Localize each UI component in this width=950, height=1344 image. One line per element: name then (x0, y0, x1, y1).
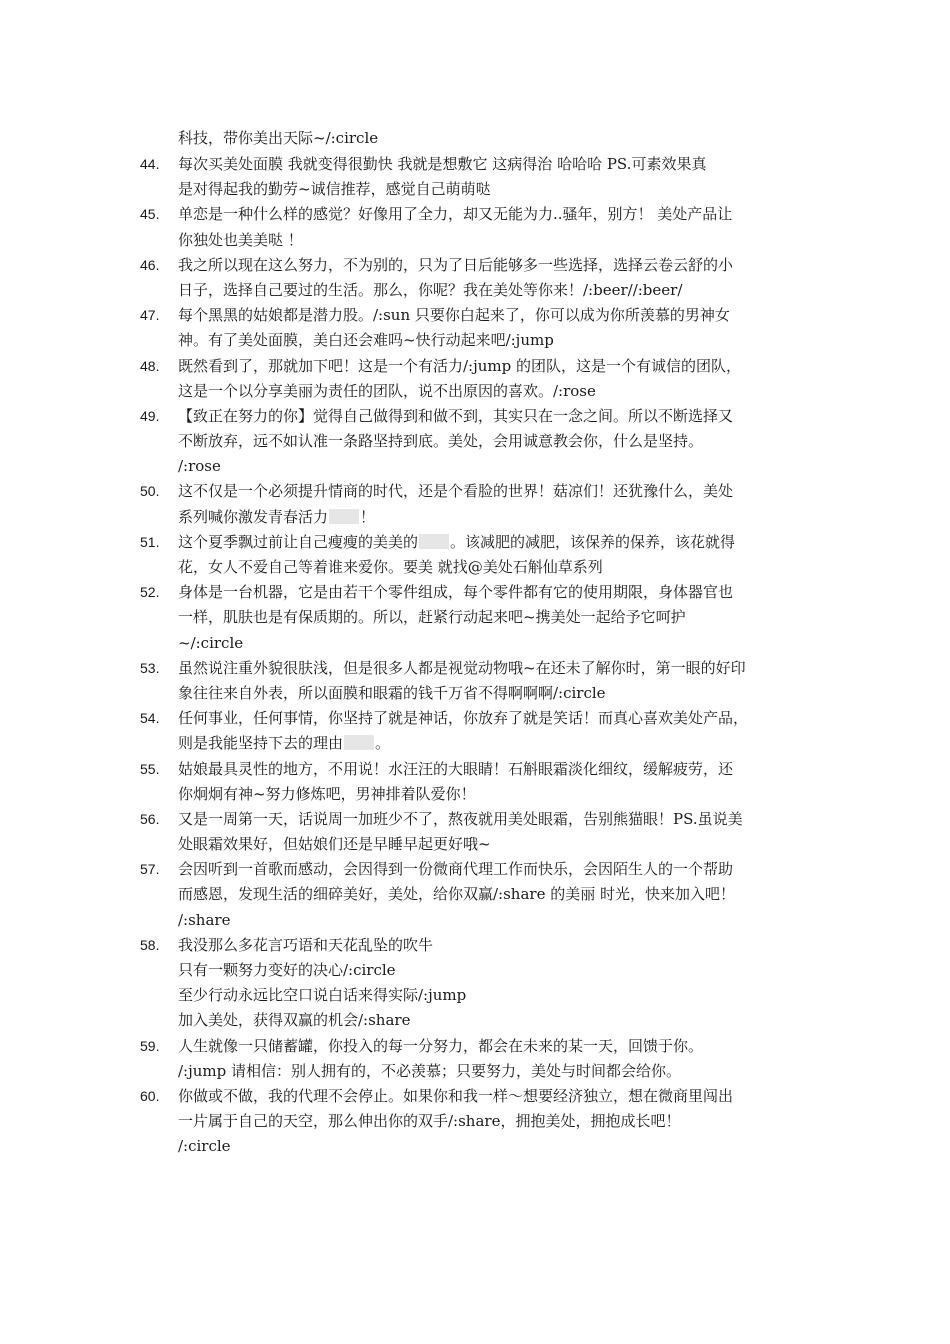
item-text-line: 一片属于自己的天空，那么伸出你的双手/:share，拥抱美处，拥抱成长吧！ (178, 1112, 681, 1131)
list-item (0, 1034, 950, 1084)
item-number: 60. (140, 1087, 160, 1104)
item-text-line: 身体是一台机器，它是由若干个零件组成，每个零件都有它的使用期限，身体器官也 (178, 583, 734, 602)
item-number: 47. (140, 307, 160, 324)
item-text-line: 是对得起我的勤劳~诚信推荐，感觉自己萌萌哒 (178, 180, 491, 199)
list-item (0, 807, 950, 857)
item-number: 48. (140, 357, 160, 374)
numbered-list (0, 152, 950, 1160)
list-item (0, 202, 950, 252)
item-text-line: /:circle (178, 1137, 231, 1156)
item-text-line: 日子，选择自己要过的生活。那么，你呢？我在美处等你来！/:beer//:beer/ (178, 280, 683, 299)
item-text-line: 神。有了美处面膜，美白还会难吗~快行动起来吧/:jump (178, 331, 554, 350)
item-text-line: 处眼霜效果好，但姑娘们还是早睡早起更好哦~ (178, 835, 491, 854)
list-item (0, 933, 950, 1034)
item-text-line: 又是一周第一天，话说周一加班少不了，熬夜就用美处眼霜，告别熊猫眼！PS.虽说美 (178, 809, 743, 828)
item-text-line: 这不仅是一个必须提升情商的时代，还是个看脸的世界！菇凉们！还犹豫什么，美处 (178, 482, 734, 501)
list-item (0, 580, 950, 656)
item-text-line: 既然看到了，那就加下吧！这是一个有活力/:jump 的团队，这是一个有诚信的团队， (178, 356, 742, 375)
item-number: 59. (140, 1037, 160, 1054)
list-item (0, 706, 950, 756)
item-number: 51. (140, 533, 160, 550)
item-text-line: 这个夏季飘过前让自己瘦瘦的美美的 。该减肥的减肥，该保养的保养，该花就得 (178, 532, 736, 551)
item-text-line: 只有一颗努力变好的决心/:circle (178, 961, 396, 979)
item-number: 58. (140, 936, 160, 953)
item-number: 56. (140, 810, 160, 827)
list-item (0, 857, 950, 933)
item-number: 52. (140, 584, 160, 601)
list-item (0, 354, 950, 404)
item-text-line: 每个黑黑的姑娘都是潜力股。/:sun 只要你白起来了，你可以成为你所羡慕的男神女 (178, 306, 730, 325)
list-item (0, 253, 950, 303)
item-text-line: 姑娘最具灵性的地方，不用说！水汪汪的大眼睛！石斛眼霜淡化细纹，缓解疲劳，还 (178, 759, 734, 778)
list-item (0, 656, 950, 706)
redacted-emoji-placeholder (419, 534, 449, 549)
item-text-line: /:rose (178, 457, 221, 476)
continuation-line: 科技，带你美出天际~/:circle (178, 129, 379, 147)
item-text-line: 你独处也美美哒 ！ (178, 230, 303, 249)
item-number: 45. (140, 206, 160, 223)
list-item (0, 303, 950, 353)
item-number: 49. (140, 407, 160, 424)
item-text-line: 加入美处，获得双赢的机会/:share (178, 1011, 411, 1030)
list-item (0, 1084, 950, 1160)
list-item (0, 404, 950, 480)
item-text-line: 会因听到一首歌而感动，会因得到一份微商代理工作而快乐，会因陌生人的一个帮助 (178, 860, 734, 879)
item-text-line: 系列喊你激发青春活力 ！ (178, 507, 376, 526)
redacted-emoji-placeholder (329, 509, 359, 524)
item-number: 57. (140, 861, 160, 878)
item-text-line: 你炯炯有神~努力修炼吧，男神排着队爱你！ (178, 784, 476, 803)
item-text-line: 这是一个以分享美丽为责任的团队，说不出原因的喜欢。/:rose (178, 381, 596, 400)
item-text-line: 而感恩，发现生活的细碎美好，美处，给你双赢/:share 的美丽 时光，快来加入吧！ (178, 885, 735, 904)
item-number: 50. (140, 483, 160, 500)
list-item (0, 530, 950, 580)
item-text-line: 则是我能坚持下去的理由 。 (178, 734, 391, 753)
item-text-line: 我之所以现在这么努力，不为别的，只为了日后能够多一些选择，选择云卷云舒的小 (178, 255, 734, 274)
item-text-line: 人生就像一只储蓄罐，你投入的每一分努力，都会在未来的某一天，回馈于你。 (178, 1036, 704, 1055)
item-text-line: ~/:circle (178, 633, 244, 652)
list-item (0, 479, 950, 529)
redacted-emoji-placeholder (344, 735, 374, 750)
item-text-line: 虽然说注重外貌很肤浅，但是很多人都是视觉动物哦~在还未了解你时，第一眼的好印 (178, 658, 746, 677)
list-item (0, 757, 950, 807)
item-text-line: 【致正在努力的你】觉得自己做得到和做不到，其实只在一念之间。所以不断选择又 (178, 406, 734, 425)
item-number: 44. (140, 156, 160, 172)
item-number: 53. (140, 659, 160, 676)
item-number: 46. (140, 256, 160, 273)
item-text-line: 单恋是一种什么样的感觉？好像用了全力，却又无能为力..骚年，别方！ 美处产品让 (178, 205, 733, 224)
item-text-line: 任何事业，任何事情，你坚持了就是神话，你放弃了就是笑话！而真心喜欢美处产品， (178, 709, 749, 728)
item-number: 54. (140, 710, 160, 727)
item-text-line: 花，女人不爱自己等着谁来爱你。要美 就找@美处石斛仙草系列 (178, 558, 603, 576)
item-text-line: 你做或不做，我的代理不会停止。如果你和我一样～想要经济独立，想在微商里闯出 (178, 1086, 734, 1105)
item-text-line: 不断放弃，远不如认准一条路坚持到底。美处，会用诚意教会你，什么是坚持。 (178, 432, 704, 451)
item-text-line: 至少行动永远比空口说白话来得实际/:jump (178, 986, 467, 1005)
item-text-line: /:jump 请相信：别人拥有的，不必羡慕；只要努力，美处与时间都会给你。 (178, 1061, 682, 1080)
item-text-line: 我没那么多花言巧语和天花乱坠的吹牛 (178, 935, 434, 954)
item-number: 55. (140, 760, 160, 777)
item-text-line: 一样，肌肤也是有保质期的。所以，赶紧行动起来吧~携美处一起给予它呵护 (178, 608, 686, 627)
list-item (0, 152, 950, 202)
item-text-line: /:share (178, 910, 231, 929)
item-text-line: 每次买美处面膜 我就变得很勤快 我就是想敷它 这病得治 哈哈哈 PS.可素效果真 (178, 155, 707, 173)
item-text-line: 象往往来自外表，所以面膜和眼霜的钱千万省不得啊啊啊/:circle (178, 683, 606, 702)
